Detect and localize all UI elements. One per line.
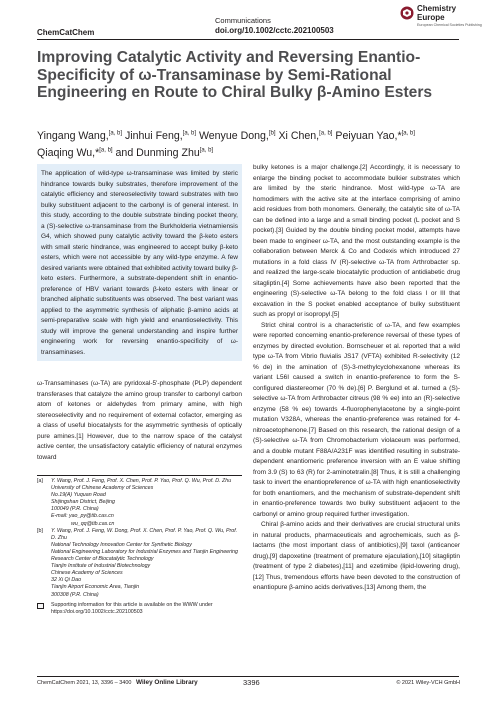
chemistry-europe-logo-icon — [400, 6, 414, 20]
affiliation-line: 32 Xi Qi Dao — [51, 577, 82, 584]
article-title: Improving Catalytic Activity and Reversing Enantio-Specificity of ω-Transaminase by Semi-Rational Engineering en Route to Chiral Bulky β-Amino Esters — [37, 49, 433, 102]
affiliation-a — [37, 478, 242, 528]
email-link[interactable]: E-mail: yao_py@tib.cas.cn — [51, 513, 114, 520]
intro-paragraph: ω-Transaminases (ω-TA) are pyridoxal-5'-phosphate (PLP) dependent transferases that catalyze the amino group transfer to carbonyl carbon atom of ketones or aldehydes from primary amine, with high stereoselectivity and no requirement of external cofactor, emerging as a class of useful biocatalysts for the asymmetric synthesis of optically pure amines.[1] However, due to the narrow space of the catalyst active center, the unsatisfactory catalytic efficiency of natural enzymes toward — [37, 380, 242, 461]
author[interactable]: Jinhui Feng,[a, b] — [124, 129, 197, 142]
author[interactable]: Wenyue Dong,[b] — [198, 129, 276, 142]
supporting-info-link[interactable]: Supporting information for this article is available on the WWW under https://doi.org/10.1002/cctc.202100503 — [51, 601, 213, 615]
footer-divider — [37, 676, 459, 677]
affiliation-line: Chinese Academy of Sciences — [51, 570, 123, 577]
journal-name: ChemCatChem — [37, 28, 95, 37]
wiley-online-library-link[interactable]: Wiley Online Library — [136, 679, 198, 686]
right-column — [253, 163, 460, 594]
affiliation-line: Tianjin Airport Economic Area, Tianjin — [51, 584, 140, 591]
affiliation-key: [a] — [37, 478, 43, 484]
logo-title — [417, 5, 456, 22]
author[interactable]: and Dunming Zhu[a, b] — [115, 147, 214, 160]
chemistry-europe-logo — [400, 5, 490, 39]
logo-title-line-1: Chemistry — [417, 4, 457, 13]
affiliations — [37, 478, 242, 616]
doi-link[interactable]: doi.org/10.1002/cctc.202100503 — [215, 26, 334, 35]
body-paragraph: Chiral β-amino acids and their derivatives are crucial structural units in natural products, pharmaceuticals and agrochemicals, such as β-lactams (the most important class of antibiotics),[9] taxol (anticancer drug),[9] dapoxetine (treatment of premature ejaculation),[10] sitagliptin (treatment of type 2 diabetes),[11] and ezetimibe (lipid-lowering drug),[12] Thus, tremendous efforts have been devoted to the construction of enantiopure β-amino acids derivatives.[13] Among them, the — [253, 521, 460, 591]
document-icon — [37, 603, 44, 609]
affiliation-b — [37, 528, 242, 599]
author[interactable]: Peiyuan Yao,*[a, b] — [335, 129, 415, 142]
abstract-box: The application of wild-type ω-transaminase was limited by steric hindrance towards bulky substrates, therefore improvement of the catalytic efficiency and stereoselectivity toward substrates with two bulky substituent adjacent to the carbonyl is of general interest. In this study, according to the double substrate binding pocket theory, a (S)-selective ω-transaminase from the Burkholderia vietnamiensis G4, which showed puny catalytic activity toward the β-keto esters with small steric hindrance, was engineered to accept bulky β-keto esters, which were not accessible by any wild-type enzyme. A few desired variants were obtained that exhibited activity toward bulky β-keto esters. Furthermore, a substrate-dependent shift in enantio-preference of HBV variant towards β-keto esters with linear or branched aliphatic substituents was observed. The best variant was applied to the asymmetric synthesis of aliphatic β-amino acids at semi-preparative scale with high yield and enantioselectivity. This study will improve the general understanding and inspire further engineering work for reversing enantio-specificity of ω-transaminases. — [37, 164, 242, 361]
author-list — [37, 126, 467, 161]
supporting-info — [37, 602, 242, 616]
affiliation-line: National Engineering Laboratory for Industrial Enzymes and Tianjin Engineering Research Center of Biocatalytic Technology — [51, 548, 238, 563]
affiliation-line: No.19(A) Yuquan Road — [51, 492, 106, 499]
section-label: Communications — [215, 16, 271, 25]
affiliation-line: 300308 (P.R. China) — [51, 591, 99, 598]
author[interactable]: Xi Chen,[a, b] — [278, 129, 333, 142]
body-paragraph: bulky ketones is a major challenge.[2] Accordingly, it is necessary to enlarge the binding pocket to accommodate bulkier substrates which are limited by the steric hindrance. Most wild-type ω-TA are homodimers with the active site at the interface comprising of amino acid residues from both monomers. Generally, the catalytic site of ω-TA can be defined into a large and a small binding pocket (L pocket and S pocket).[3] Guided by the double binding pocket model, attempts have been made to engineer ω-TA, and the most outstanding example is the collaboration between Merck & Co and Codexis which introduced 27 mutations in a fold class IV (R)-selective ω-TA from Arthrobacter sp. and realized the large-scale biocatalytic production of antidiabetic drug sitagliptin.[4] Some achievements have also been reported that the engineering (S)-selective ω-TA belong to the fold class I or III that excavation in the S pocket enabled acceptance of bulky substituent such as propyl or isopropyl.[5] — [253, 164, 460, 318]
copyright: © 2021 Wiley-VCH GmbH — [396, 680, 460, 686]
page-number: 3396 — [243, 678, 260, 687]
affiliation-line: National Technology Innovation Center for Synthetic Biology — [51, 541, 192, 548]
author[interactable]: Qiaqing Wu,*[a, b] — [37, 147, 113, 160]
body-paragraph: Strict chiral control is a characteristic of ω-TA, and few examples were reported concerning enantio-preference reversal of these types of enzymes by directed evolution. Bornscheuer et al. reported that a wild type ω-TA from Vibrio fluvialis JS17 (VFTA) exhibited R-selectivity (12 % de) in the amination of (S)-3-methylcyclohexanone whereas its variant L56I caused a switch in enantio-preference to form the S-configured diastereomer (70 % de).[6] P. Berglund et al. turned a (S)-selective ω-TA from Arthrobacter citreus (98 % ee) into an (R)-selective enzyme (58 % ee) towards 4-fluorophenylacetone by a single-point mutation V328A, whereas the enantio-preference was retained for 4-nitroacetophenone.[7] Based on this research, the rational design of a (S)-selective ω-TA from Chromobacterium violaceum was performed, and a double mutant F88A/A231F was identified resulting in substrate-dependent enantiomeric preference inversion with an E value shifting from 3.9 (S) to 63 (R) for 2-aminotetralin.[8] Thus, it is still a challenging task to invert the enantiopreference of ω-TA with high enantioselectivity for both enantiomers, and the mechanism of substrate-dependent shift in enantio-preference towards two bulky substituent adjacent to the carbonyl or amino group required further investigation. — [253, 321, 460, 518]
affiliation-line: Shijingshan District, Beijing — [51, 499, 115, 506]
header-divider — [37, 39, 459, 40]
logo-subtitle: European Chemical Societies Publishing — [417, 23, 482, 27]
author[interactable]: Yingang Wang,[a, b] — [37, 129, 122, 142]
affiliation-line: 100049 (P.R. China) — [51, 506, 99, 513]
affiliation-divider — [37, 475, 242, 476]
affiliation-line: University of Chinese Academy of Sciences — [51, 485, 154, 492]
footer-citation: ChemCatChem 2021, 13, 3396 – 3400 — [37, 680, 132, 686]
logo-title-line-2: Europe — [417, 12, 445, 22]
affiliation-line: Y. Wang, Prof. J. Feng, W. Dong, Prof. X. Chen, Prof. P. Yao, Prof. Q. Wu, Prof. D. Zhu — [51, 527, 238, 541]
affiliation-key: [b] — [37, 527, 43, 534]
affiliation-line: Y. Wang, Prof. J. Feng, Prof. X. Chen, Prof. P. Yao, Prof. Q. Wu, Prof. D. Zhu — [51, 478, 232, 484]
email-link[interactable]: wu_qq@tib.cas.cn — [71, 520, 115, 527]
affiliation-line: Tianjin Institute of Industrial Biotechnology — [51, 563, 151, 570]
